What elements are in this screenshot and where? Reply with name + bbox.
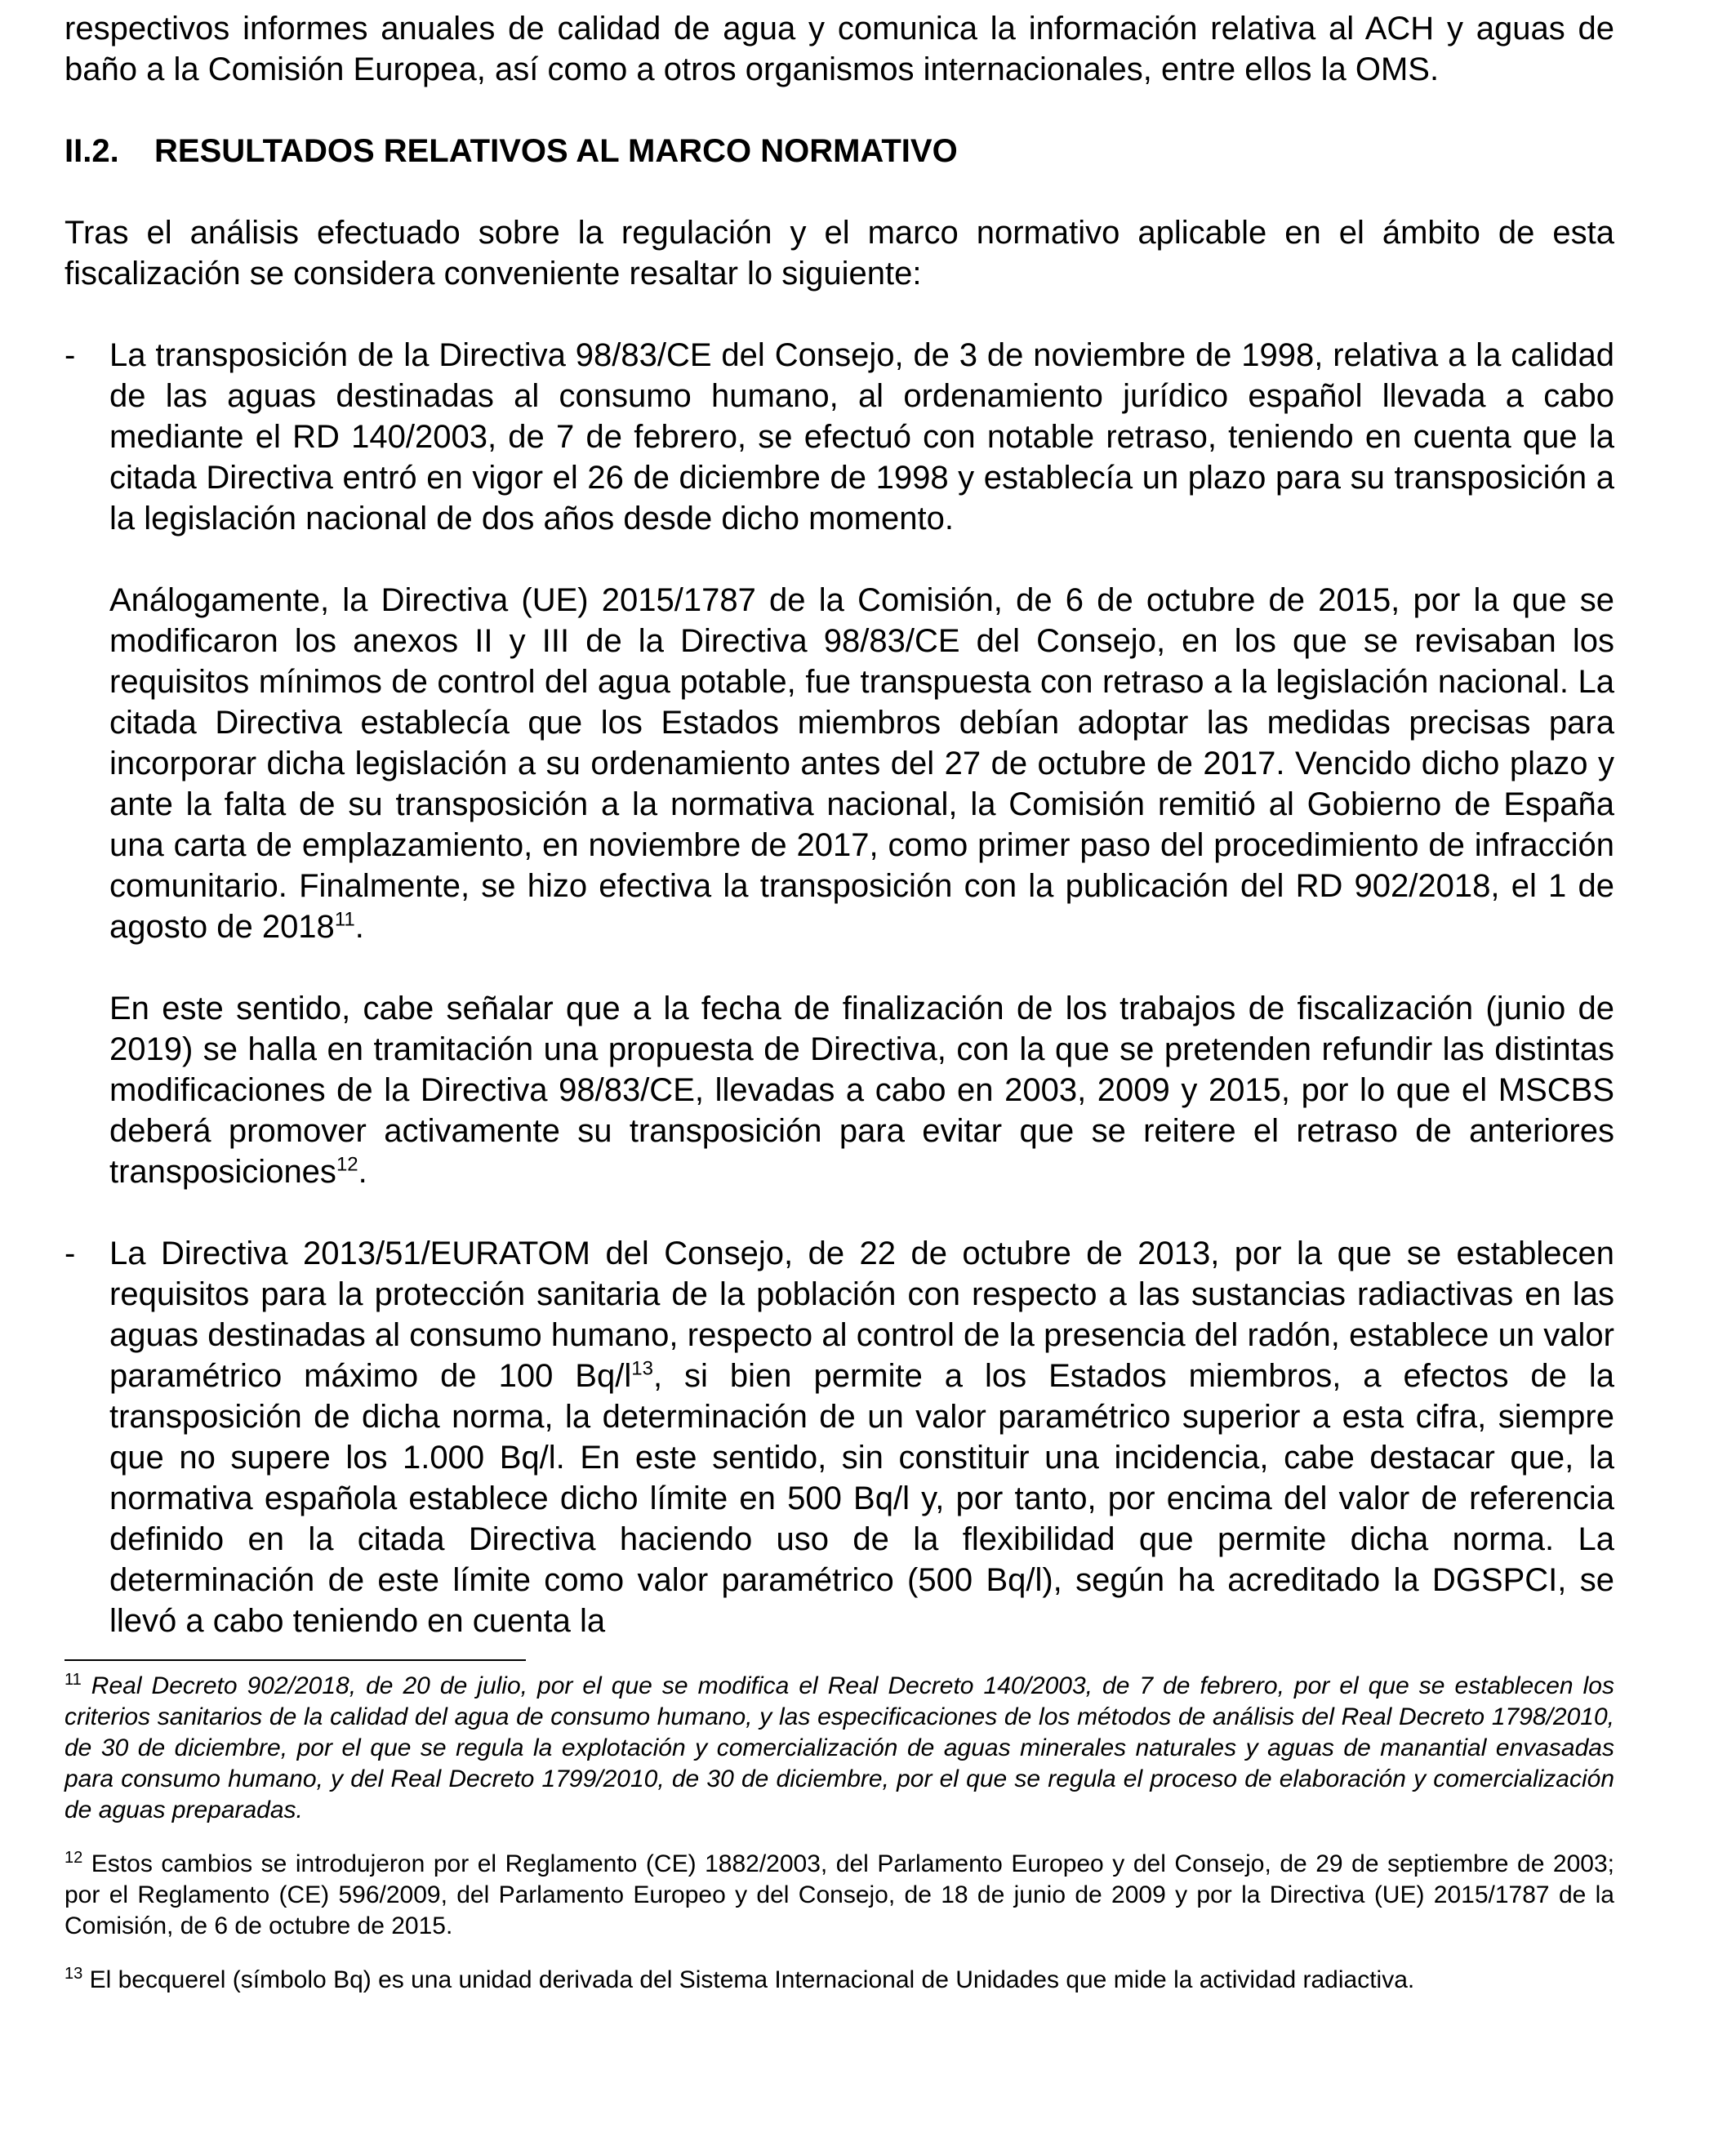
bullet2-paragraph (109, 1233, 1614, 1641)
footnote-12 (65, 1849, 1614, 1942)
footnote-11 (65, 1671, 1614, 1826)
bullet-item-directive-2013-51 (65, 1233, 1614, 1641)
footnote-ref-13[interactable]: 13 (631, 1357, 653, 1380)
bullet1-paragraph1: La transposición de la Directiva 98/83/CE del Consejo, de 3 de noviembre de 1998, relativa a la calidad de las aguas destinadas al consumo humano, al ordenamiento jurídico español llevada a cabo mediante el RD 140/2003, de 7 de febrero, se efectuó con notable retraso, teniendo en cuenta que la citada Directiva entró en vigor el 26 de diciembre de 1998 y establecía un plazo para su transposición a la legislación nacional de dos años desde dicho momento. (109, 337, 1614, 537)
section-number: II.2. (65, 133, 119, 169)
document-page (65, 8, 1614, 1996)
footnote-separator (65, 1659, 526, 1661)
bullet1-paragraph3-end: . (358, 1154, 367, 1190)
section-heading (65, 131, 1614, 171)
bullet-item-directive-98-83 (65, 335, 1614, 539)
footnote-ref-12[interactable]: 12 (336, 1153, 358, 1176)
footnote-text: Estos cambios se introdujeron por el Reglamento (CE) 1882/2003, del Parlamento Europeo y del Consejo, de 29 de septiembre de 2003; por el Reglamento (CE) 596/2009, del Parlamento Europeo y del Consejo, de 18 de junio de 2009 y por la Directiva (UE) 2015/1787 de la Comisión, de 6 de octubre de 2015. (65, 1850, 1614, 1939)
bullet-marker: - (65, 1236, 76, 1271)
footnote-ref-11[interactable]: 11 (334, 908, 355, 931)
section-intro-paragraph: Tras el análisis efectuado sobre la regulación y el marco normativo aplicable en el ámbito de esta fiscalización se considera conveniente resaltar lo siguiente: (65, 215, 1614, 292)
bullet-marker: - (65, 337, 76, 373)
footnote-number: 12 (65, 1849, 83, 1867)
footnote-number: 13 (65, 1965, 83, 1983)
footnote-text: El becquerel (símbolo Bq) es una unidad derivada del Sistema Internacional de Unidades que mide la actividad radiactiva. (89, 1966, 1415, 1993)
footnote-13 (65, 1965, 1614, 1996)
bullet2-text-before-ref: La Directiva 2013/51/EURATOM del Consejo, de 22 de octubre de 2013, por la que se establecen requisitos para la protección sanitaria de la población con respecto a las sustancias radiactivas en las aguas destinadas al consumo humano, respecto al control de la presencia del radón, establece un valor paramétrico máximo de 100 Bq/l (109, 1236, 1614, 1394)
bullet1-paragraph3 (109, 988, 1614, 1192)
footnote-number: 11 (65, 1671, 82, 1689)
intro-paragraph: respectivos informes anuales de calidad de agua y comunica la información relativa al ACH y aguas de baño a la Comisión Europea, así como a otros organismos internacionales, entre ellos la OMS. (65, 11, 1614, 87)
section-title: RESULTADOS RELATIVOS AL MARCO NORMATIVO (154, 133, 958, 169)
footnote-text: Real Decreto 902/2018, de 20 de julio, por el que se modifica el Real Decreto 140/2003, de 7 de febrero, por el que se establecen los criterios sanitarios de la calidad del agua de consumo humano, y las especificaciones de los métodos de análisis del Real Decreto 1798/2010, de 30 de diciembre, por el que se regula la explotación y comercialización de aguas minerales naturales y aguas de manantial envasadas para consumo humano, y del Real Decreto 1799/2010, de 30 de diciembre, por el que se regula el proceso de elaboración y comercialización de aguas preparadas. (65, 1672, 1614, 1823)
bullet1-paragraph2-end: . (354, 909, 364, 945)
bullet1-paragraph3-text: En este sentido, cabe señalar que a la fecha de finalización de los trabajos de fiscalización (junio de 2019) se halla en tramitación una propuesta de Directiva, con la que se pretenden refundir las distintas modificaciones de la Directiva 98/83/CE, llevadas a cabo en 2003, 2009 y 2015, por lo que el MSCBS deberá promover activamente su transposición para evitar que se reitere el retraso de anteriores transposiciones (109, 991, 1614, 1190)
bullet1-paragraph2 (109, 580, 1614, 947)
bullet1-paragraph2-text: Análogamente, la Directiva (UE) 2015/1787 de la Comisión, de 6 de octubre de 2015, por la que se modificaron los anexos II y III de la Directiva 98/83/CE del Consejo, en los que se revisaban los requisitos mínimos de control del agua potable, fue transpuesta con retraso a la legislación nacional. La citada Directiva establecía que los Estados miembros debían adoptar las medidas precisas para incorporar dicha legislación a su ordenamiento antes del 27 de octubre de 2017. Vencido dicho plazo y ante la falta de su transposición a la normativa nacional, la Comisión remitió al Gobierno de España una carta de emplazamiento, en noviembre de 2017, como primer paso del procedimiento de infracción comunitario. Finalmente, se hizo efectiva la transposición con la publicación del RD 902/2018, el 1 de agosto de 2018 (109, 582, 1614, 945)
bullet2-text-after-ref: , si bien permite a los Estados miembros, a efectos de la transposición de dicha norma, la determinación de un valor paramétrico superior a esta cifra, siempre que no supere los 1.000 Bq/l. En este sentido, sin constituir una incidencia, cabe destacar que, la normativa española establece dicho límite en 500 Bq/l y, por tanto, por encima del valor de referencia definido en la citada Directiva haciendo uso de la flexibilidad que permite dicha norma. La determinación de este límite como valor paramétrico (500 Bq/l), según ha acreditado la DGSPCI, se llevó a cabo teniendo en cuenta la (109, 1358, 1614, 1639)
